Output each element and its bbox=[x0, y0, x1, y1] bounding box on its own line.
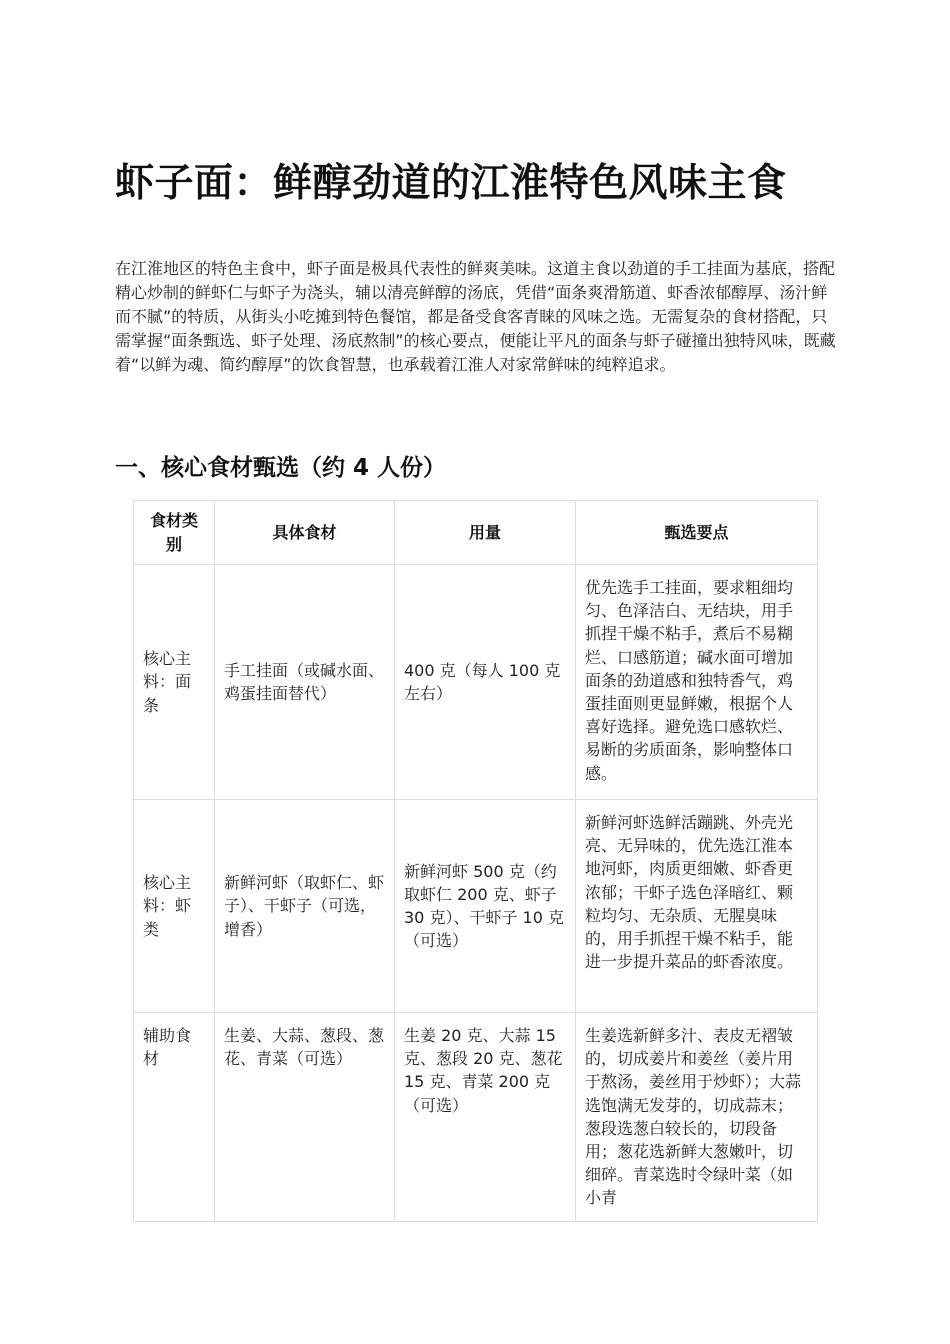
cell-tips: 新鲜河虾选鲜活蹦跳、外壳光亮、无异味的，优先选江淮本地河虾，肉质更细嫩、虾香更浓郁；干虾子选色泽暗红、颗粒均匀、无杂质、无腥臭味的，用手抓捏干燥不粘手，能进一步提升菜品的虾香浓度。 bbox=[576, 800, 818, 1013]
column-header-ingredient: 具体食材 bbox=[215, 501, 395, 565]
cell-amount: 生姜 20 克、大蒜 15 克、葱段 20 克、葱花 15 克、青菜 200 克（可选） bbox=[395, 1013, 576, 1222]
cell-tips: 优先选手工挂面，要求粗细均匀、色泽洁白、无结块，用手抓捏干燥不粘手，煮后不易糊烂、口感筋道；碱水面可增加面条的劲道感和独特香气，鸡蛋挂面则更显鲜嫩，根据个人喜好选择。避免选口感软烂、易断的劣质面条，影响整体口感。 bbox=[576, 565, 818, 800]
cell-category: 核心主料：面条 bbox=[134, 565, 215, 800]
column-header-category: 食材类别 bbox=[134, 501, 215, 565]
table-header-row bbox=[134, 501, 818, 565]
cell-ingredient: 新鲜河虾（取虾仁、虾子）、干虾子（可选，增香） bbox=[215, 800, 395, 1013]
cell-amount: 400 克（每人 100 克左右） bbox=[395, 565, 576, 800]
cell-amount: 新鲜河虾 500 克（约取虾仁 200 克、虾子 30 克）、干虾子 10 克（可选） bbox=[395, 800, 576, 1013]
column-header-amount: 用量 bbox=[395, 501, 576, 565]
intro-paragraph: 在江淮地区的特色主食中，虾子面是极具代表性的鲜爽美味。这道主食以劲道的手工挂面为基底，搭配精心炒制的鲜虾仁与虾子为浇头，辅以清亮鲜醇的汤底，凭借“面条爽滑筋道、虾香浓郁醇厚、汤汁鲜而不腻”的特质，从街头小吃摊到特色餐馆，都是备受食客青睐的风味之选。无需复杂的食材搭配，只需掌握“面条甄选、虾子处理、汤底熬制”的核心要点，便能让平凡的面条与虾子碰撞出独特风味，既藏着“以鲜为魂、简约醇厚”的饮食智慧，也承载着江淮人对家常鲜味的纯粹追求。 bbox=[115, 259, 836, 374]
section-heading-ingredients: 一、核心食材甄选（约 4 人份） bbox=[115, 455, 447, 481]
cell-tips: 生姜选新鲜多汁、表皮无褶皱的，切成姜片和姜丝（姜片用于熬汤，姜丝用于炒虾）；大蒜选饱满无发芽的，切成蒜末；葱段选葱白较长的，切段备用；葱花选新鲜大葱嫩叶，切细碎。青菜选时令绿叶菜（如小青 bbox=[576, 1013, 818, 1222]
table-row bbox=[134, 800, 818, 1013]
cell-ingredient: 手工挂面（或碱水面、鸡蛋挂面替代） bbox=[215, 565, 395, 800]
page-title: 虾子面：鲜醇劲道的江淮特色风味主食 bbox=[115, 161, 787, 206]
cell-category: 辅助食材 bbox=[134, 1013, 215, 1222]
column-header-tips: 甄选要点 bbox=[576, 501, 818, 565]
cell-ingredient: 生姜、大蒜、葱段、葱花、青菜（可选） bbox=[215, 1013, 395, 1222]
ingredients-table bbox=[133, 500, 818, 1222]
cell-category: 核心主料：虾类 bbox=[134, 800, 215, 1013]
table-row bbox=[134, 1013, 818, 1222]
table-row bbox=[134, 565, 818, 800]
